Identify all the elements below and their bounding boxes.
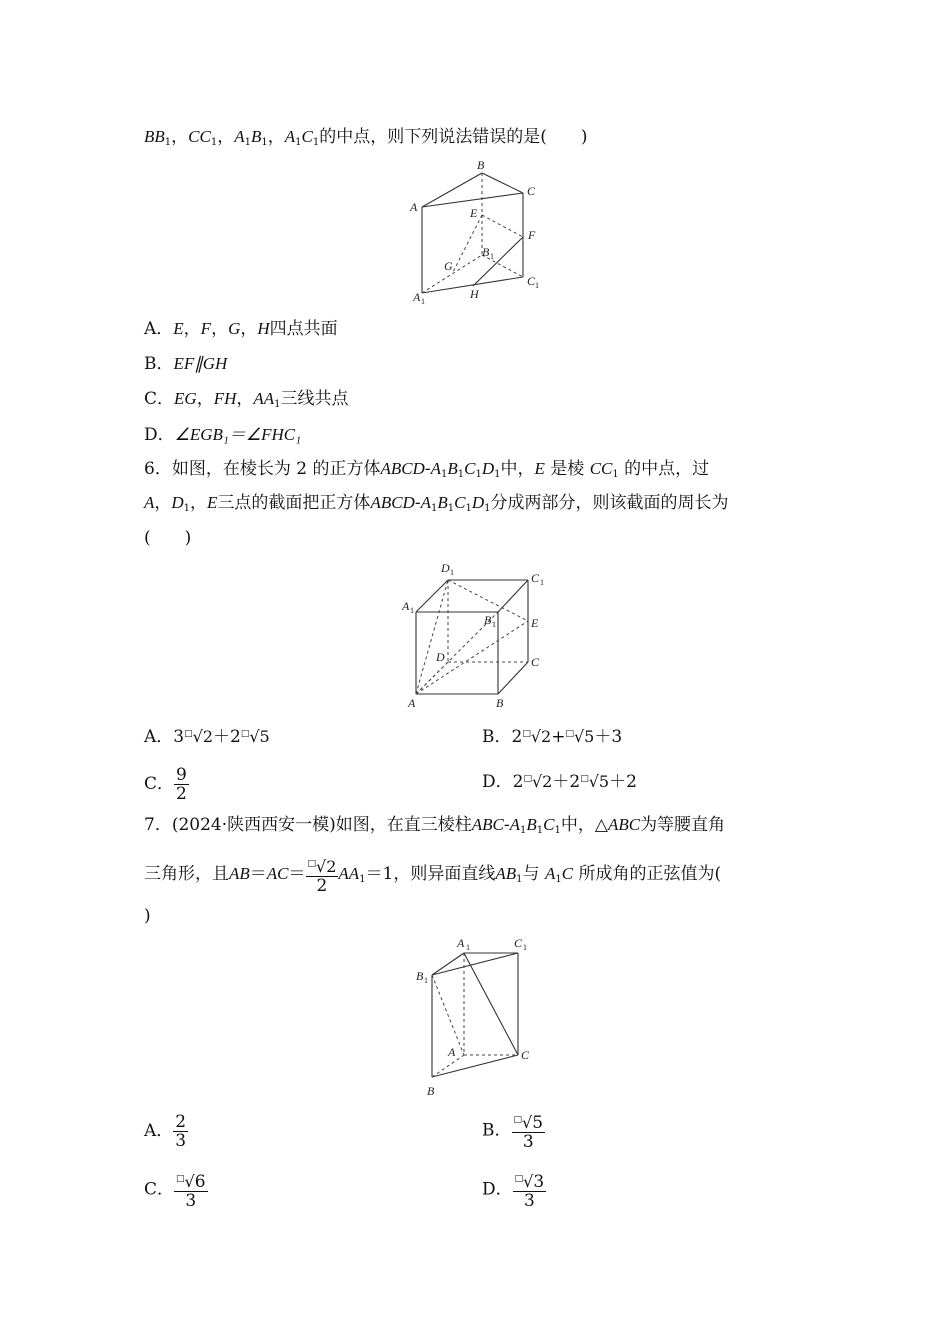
q6-cube-figure — [398, 560, 558, 710]
svg-text:C: C — [531, 655, 540, 669]
q6-stem-line3: ( ) — [144, 528, 192, 548]
svg-text:C: C — [531, 571, 540, 585]
svg-text:A: A — [457, 936, 465, 950]
q7-stem-line1: 7．(2024·陕西西安一模)如图，在直三棱柱ABC-$A_1B_1C_1$中，△ABC为等腰直角 — [144, 815, 726, 836]
q5-stem-text: 的中点，则下列说法错误的是( ) — [319, 127, 588, 147]
q5-stem-tail: $BB_1$，$CC_1$，$A_1B_1$，$A_1C_1$的中点，则下列说法错误的是( ) — [144, 127, 588, 148]
svg-text:A: A — [402, 599, 410, 613]
q5-prism-figure — [400, 155, 560, 305]
q6-option-d: D．2□√2＋2□√5＋2 — [482, 772, 637, 792]
svg-text:F: F — [528, 228, 536, 242]
q6-option-c: C． $\frac{9}{2}$ — [144, 765, 187, 804]
q6-option-a: A．3□√2＋2□√5 — [144, 727, 270, 747]
q7-option-d: D． $\frac{^□√3}{3}$ — [482, 1172, 545, 1211]
svg-text:1: 1 — [410, 606, 414, 615]
svg-text:1: 1 — [540, 578, 544, 587]
svg-text:C: C — [521, 1048, 530, 1062]
svg-text:E: E — [531, 616, 539, 630]
q5-option-b: B．EF∥GH — [144, 354, 228, 374]
q6-stem-line2: A，$D_1$，E三点的截面把正方体ABCD-$A_1B_1C_1D_1$分成两部分，则该截面的周长为 — [144, 493, 729, 514]
svg-text:1: 1 — [421, 297, 425, 305]
svg-text:C: C — [527, 274, 536, 288]
svg-text:A: A — [410, 200, 418, 214]
svg-text:C: C — [514, 936, 523, 950]
svg-text:1: 1 — [535, 281, 539, 290]
q5-option-d: D．∠EGB₁＝∠FHC₁ — [144, 425, 301, 445]
q6-c-fraction: $\frac{9}{2}$ — [176, 765, 187, 804]
svg-text:B: B — [477, 158, 485, 172]
svg-text:1: 1 — [492, 620, 496, 629]
svg-text:B: B — [427, 1084, 435, 1098]
svg-text:H: H — [470, 287, 479, 301]
svg-text:B: B — [496, 696, 504, 710]
svg-text:G: G — [444, 259, 453, 273]
q7-stem-line3: ) — [144, 906, 151, 926]
svg-text:B: B — [484, 613, 492, 627]
svg-text:1: 1 — [490, 252, 494, 261]
svg-text:B: B — [482, 245, 490, 259]
svg-text:E: E — [470, 206, 478, 220]
q7-option-a: A． $\frac{2}{3}$ — [144, 1112, 187, 1151]
q7-stem-line2: 三角形，且AB＝AC＝ $\frac{^□√2}{2}$ $AA_1=1$，则异面直线$AB_1$与 $A_1C$ 所成角的正弦值为( — [144, 856, 722, 896]
q5-option-a: A．E，F，G，H四点共面 — [144, 319, 338, 339]
svg-text:D: D — [441, 561, 450, 575]
q6-option-b: B．2□√2+□√5＋3 — [482, 727, 623, 747]
svg-text:D: D — [436, 650, 445, 664]
svg-text:1: 1 — [523, 943, 527, 952]
q6-stem-line1: 6．如图，在棱长为 2 的正方体ABCD-$A_1B_1C_1D_1$中，E 是棱 $CC_1$ 的中点，过 — [144, 459, 710, 480]
q5-option-c: C．EG，FH，$AA_1$三线共点 — [144, 389, 349, 410]
svg-text:A: A — [448, 1045, 456, 1059]
q7-prism-figure — [410, 935, 550, 1100]
q7-option-c: C． $\frac{^□√6}{3}$ — [144, 1172, 206, 1211]
svg-text:1: 1 — [424, 976, 428, 985]
svg-text:1: 1 — [450, 568, 454, 577]
svg-text:A: A — [408, 696, 416, 710]
svg-text:B: B — [416, 969, 424, 983]
q7-option-b: B． $\frac{^□√5}{3}$ — [482, 1113, 544, 1152]
svg-text:A: A — [413, 290, 421, 304]
svg-text:C: C — [527, 184, 536, 198]
svg-text:1: 1 — [466, 943, 470, 952]
